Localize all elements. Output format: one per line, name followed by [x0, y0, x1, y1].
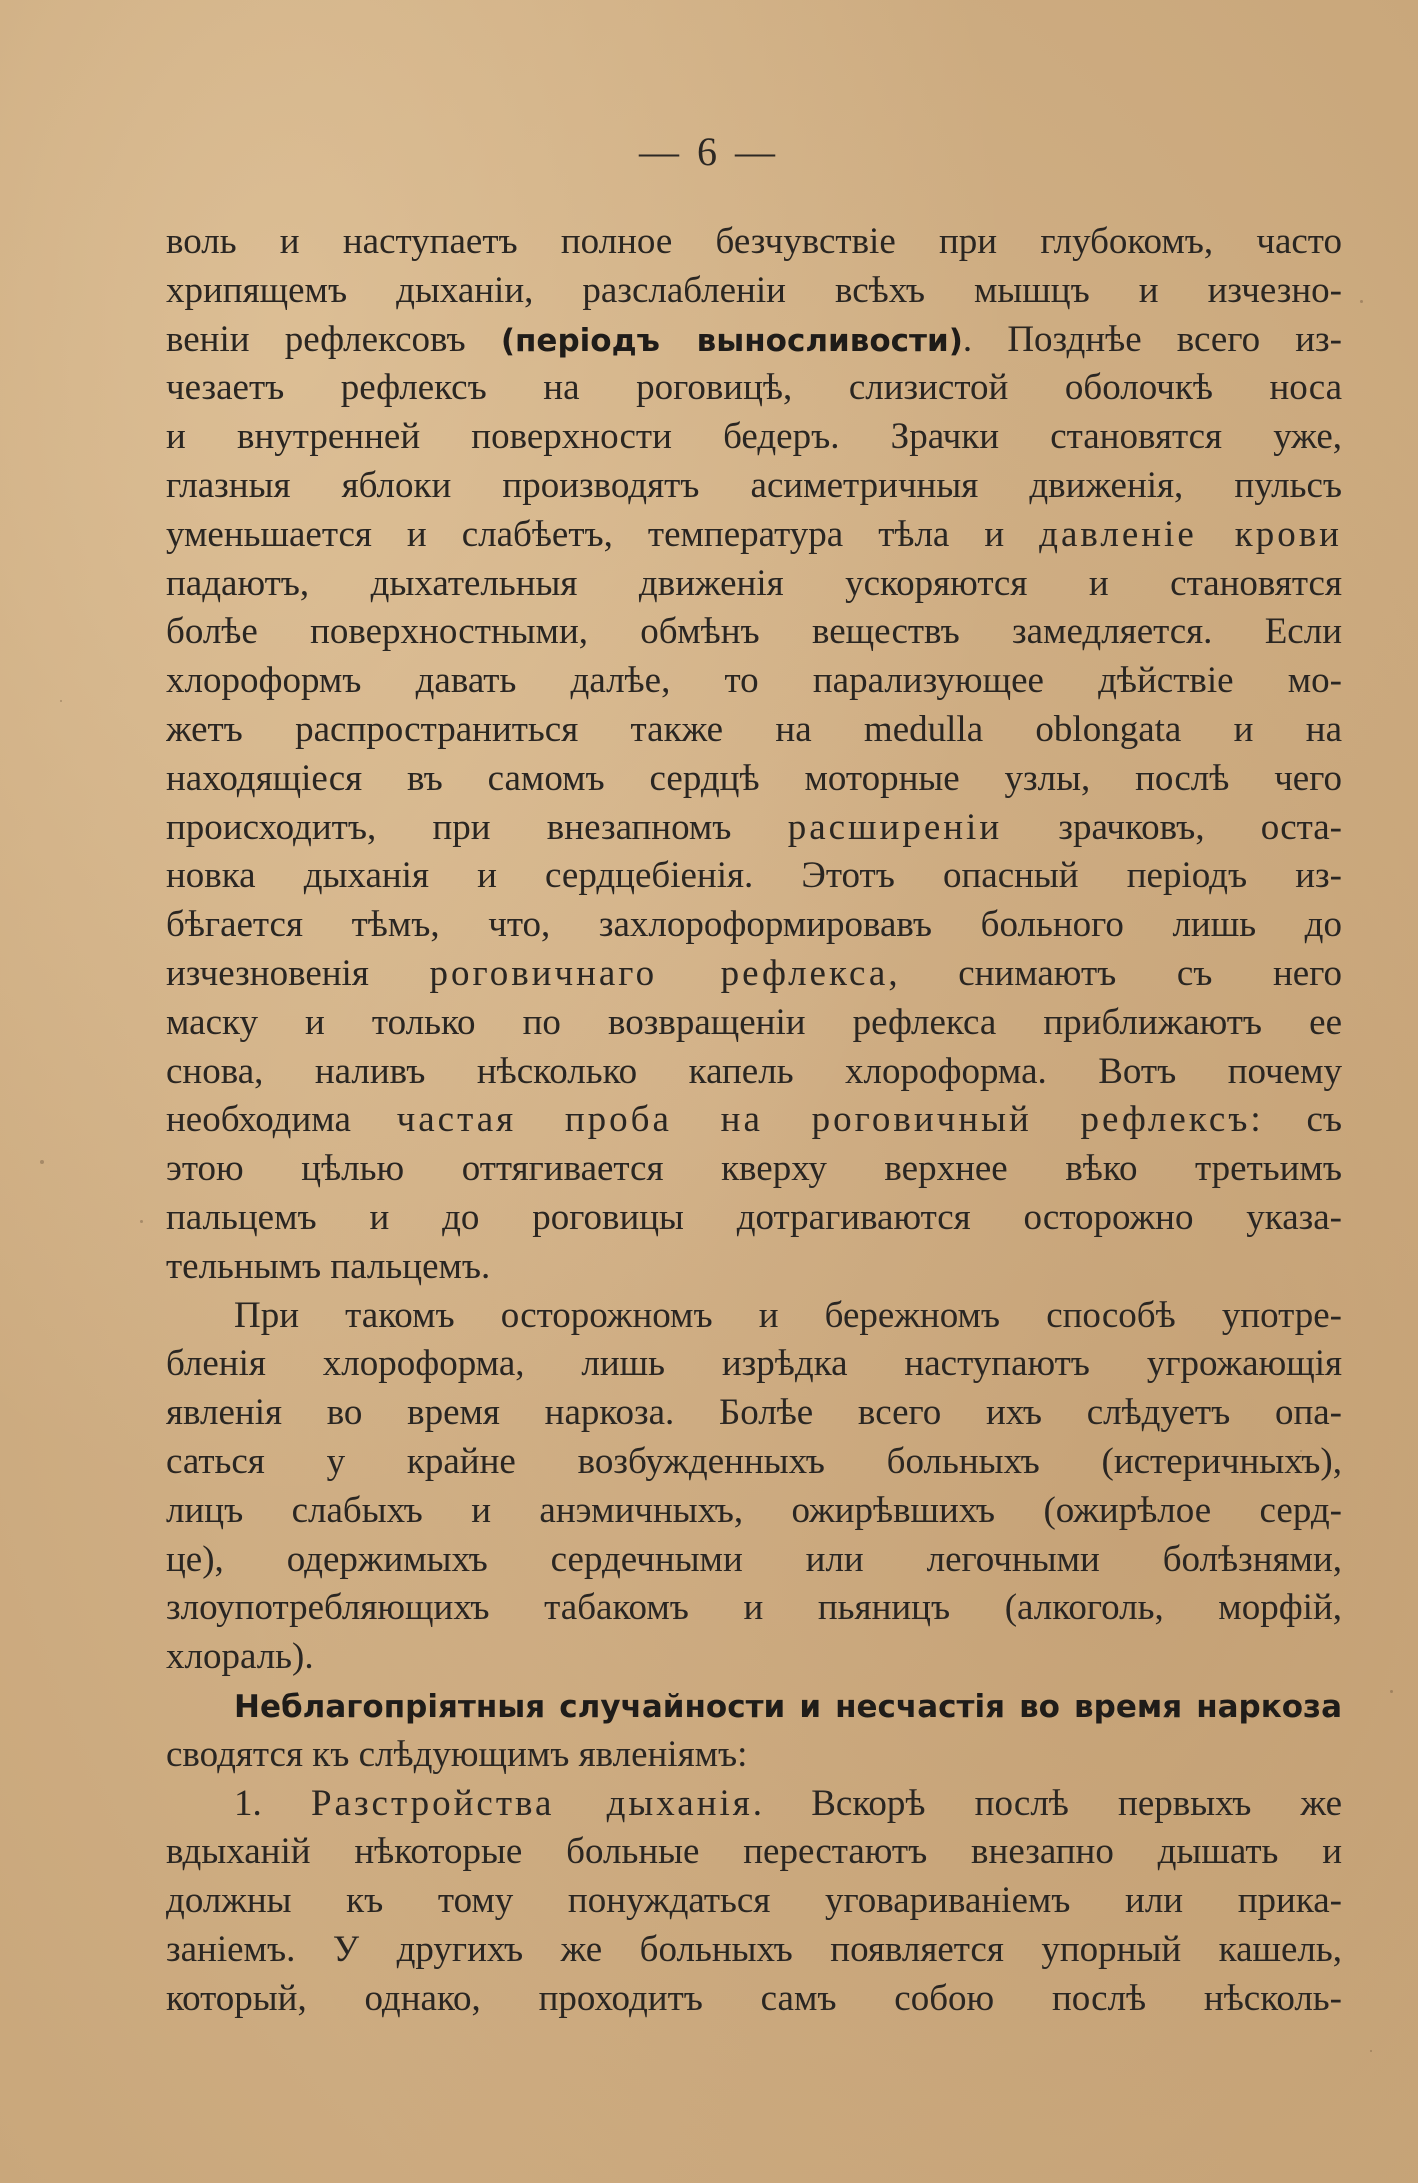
- text-run: падаютъ, дыхательныя движенія ускоряются и становятся: [166, 562, 1342, 604]
- text-run: , снимаютъ съ него: [888, 952, 1342, 994]
- text-line: [166, 657, 1342, 706]
- text-line: [166, 1292, 1342, 1341]
- text-run: должны къ тому понуждаться уговариваніемъ или прика-: [166, 1880, 1342, 1922]
- text-run: заніемъ. У другихъ же больныхъ появляется упорный кашель,: [166, 1928, 1342, 1970]
- text-line: [166, 1438, 1342, 1487]
- text-line: [166, 1682, 1342, 1731]
- text-line: [166, 413, 1342, 462]
- text-run: находящіеся въ самомъ сердцѣ моторные узлы, послѣ чего: [166, 757, 1342, 799]
- spaced-emphasis: давленіе крови: [1039, 513, 1342, 555]
- text-run: зрачковъ, оста-: [1002, 806, 1342, 848]
- bold-phrase: Неблагопріятныя случайности и несчастія во время наркоза: [234, 1688, 1342, 1725]
- text-line: [166, 1926, 1342, 1975]
- text-line: [166, 218, 1342, 267]
- text-run: пальцемъ и до роговицы дотрагиваются осторожно указа-: [166, 1196, 1342, 1238]
- spaced-emphasis: роговичнаго рефлекса: [429, 952, 889, 994]
- page-number: — 6 —: [639, 129, 779, 174]
- text-run: и внутренней поверхности бедеръ. Зрачки становятся уже,: [166, 416, 1342, 458]
- text-line: [166, 950, 1342, 999]
- text-line: [166, 1145, 1342, 1194]
- spaced-emphasis: расширеніи: [787, 806, 1003, 848]
- text-line: [166, 1877, 1342, 1926]
- text-line: [166, 1633, 1342, 1682]
- text-run: уменьшается и слабѣетъ, температура тѣла и: [166, 513, 1040, 555]
- text-run: 1.: [234, 1782, 311, 1824]
- text-run: маску и только по возвращеніи рефлекса приближаютъ ее: [166, 1001, 1342, 1043]
- text-line: [166, 364, 1342, 413]
- text-line: [166, 901, 1342, 950]
- text-line: [166, 1536, 1342, 1585]
- text-run: бѣгается тѣмъ, что, захлороформировавъ больного лишь до: [166, 904, 1342, 946]
- text-run: вдыханій нѣкоторые больные перестаютъ внезапно дышать и: [166, 1831, 1342, 1873]
- text-run: бленія хлороформа, лишь изрѣдка наступаютъ угрожающія: [166, 1343, 1342, 1385]
- text-line: [166, 1487, 1342, 1536]
- text-run: воль и наступаетъ полное безчувствіе при глубокомъ, часто: [166, 221, 1342, 262]
- text-line: [166, 511, 1342, 560]
- text-run: тельнымъ пальцемъ.: [166, 1245, 491, 1287]
- text-run: це), одержимыхъ сердечными или легочными болѣзнями,: [166, 1538, 1342, 1580]
- text-run: хрипящемъ дыханіи, разслабленіи всѣхъ мышцъ и изчезно-: [166, 269, 1342, 311]
- text-run: . Вскорѣ послѣ первыхъ же: [752, 1782, 1342, 1824]
- text-run: явленія во время наркоза. Болѣе всего ихъ слѣдуетъ опа-: [166, 1392, 1342, 1434]
- text-line: [166, 1731, 1342, 1780]
- text-line: [166, 267, 1342, 316]
- text-run: лицъ слабыхъ и анэмичныхъ, ожирѣвшихъ (ожирѣлое серд-: [166, 1489, 1342, 1531]
- text-run: : съ: [1250, 1099, 1342, 1141]
- text-run: жетъ распространиться также на medulla oblongata и на: [166, 708, 1342, 750]
- body-text: [166, 218, 1342, 2023]
- spaced-emphasis: Разстройства дыханія: [310, 1782, 753, 1824]
- text-line: [166, 852, 1342, 901]
- text-line: [166, 608, 1342, 657]
- spaced-emphasis: частая проба на роговичный рефлексъ: [396, 1099, 1251, 1141]
- paper-speck: [1360, 300, 1363, 303]
- text-line: [166, 1096, 1342, 1145]
- text-run: чезаетъ рефлексъ на роговицѣ, слизистой оболочкѣ носа: [166, 367, 1342, 409]
- text-line: [166, 999, 1342, 1048]
- text-run: болѣе поверхностными, обмѣнъ веществъ замедляется. Если: [166, 611, 1342, 653]
- text-line: [166, 1780, 1342, 1829]
- text-line: [166, 804, 1342, 853]
- text-line: [166, 1243, 1342, 1292]
- text-run: хлороформъ давать далѣе, то парализующее дѣйствіе мо-: [166, 660, 1342, 702]
- text-line: [166, 1389, 1342, 1438]
- text-line: [166, 1828, 1342, 1877]
- paper-speck: [1370, 2050, 1372, 2052]
- text-line: [166, 1584, 1342, 1633]
- text-run: снова, наливъ нѣсколько капель хлороформа. Вотъ почему: [166, 1050, 1342, 1092]
- paper-speck: [140, 1220, 143, 1223]
- text-run: хлораль).: [166, 1636, 314, 1678]
- text-run: изчезновенія: [166, 952, 430, 994]
- text-run: сводятся къ слѣдующимъ явленіямъ:: [166, 1733, 748, 1775]
- text-line: [166, 1048, 1342, 1097]
- text-run: злоупотребляющихъ табакомъ и пьяницъ (алкоголь, морфій,: [166, 1587, 1342, 1629]
- text-run: который, однако, проходитъ самъ собою послѣ нѣсколь-: [166, 1977, 1342, 2019]
- text-line: [166, 1340, 1342, 1389]
- text-line: [166, 755, 1342, 804]
- text-run: новка дыханія и сердцебіенія. Этотъ опасный періодъ из-: [166, 855, 1342, 897]
- text-run: . Позднѣе всего из-: [962, 318, 1342, 360]
- paper-speck: [1390, 1690, 1393, 1693]
- text-line: [166, 560, 1342, 609]
- text-line: [166, 462, 1342, 511]
- paper-speck: [40, 1160, 44, 1164]
- text-run: веніи рефлексовъ: [166, 318, 501, 360]
- text-line: [166, 1975, 1342, 2024]
- text-run: При такомъ осторожномъ и бережномъ способѣ употре-: [234, 1294, 1342, 1336]
- text-run: необходима: [166, 1099, 397, 1141]
- text-run: этою цѣлью оттягивается кверху верхнее вѣко третьимъ: [166, 1148, 1342, 1190]
- text-line: [166, 316, 1342, 365]
- text-line: [166, 706, 1342, 755]
- text-run: глазныя яблоки производятъ асиметричныя движенія, пульсъ: [166, 464, 1342, 506]
- text-line: [166, 1194, 1342, 1243]
- text-run: происходитъ, при внезапномъ: [166, 806, 788, 848]
- paper-speck: [1300, 1450, 1302, 1452]
- text-run: саться у крайне возбужденныхъ больныхъ (истеричныхъ),: [166, 1440, 1342, 1482]
- paper-speck: [60, 700, 62, 702]
- bold-phrase: (періодъ выносливости): [500, 322, 963, 359]
